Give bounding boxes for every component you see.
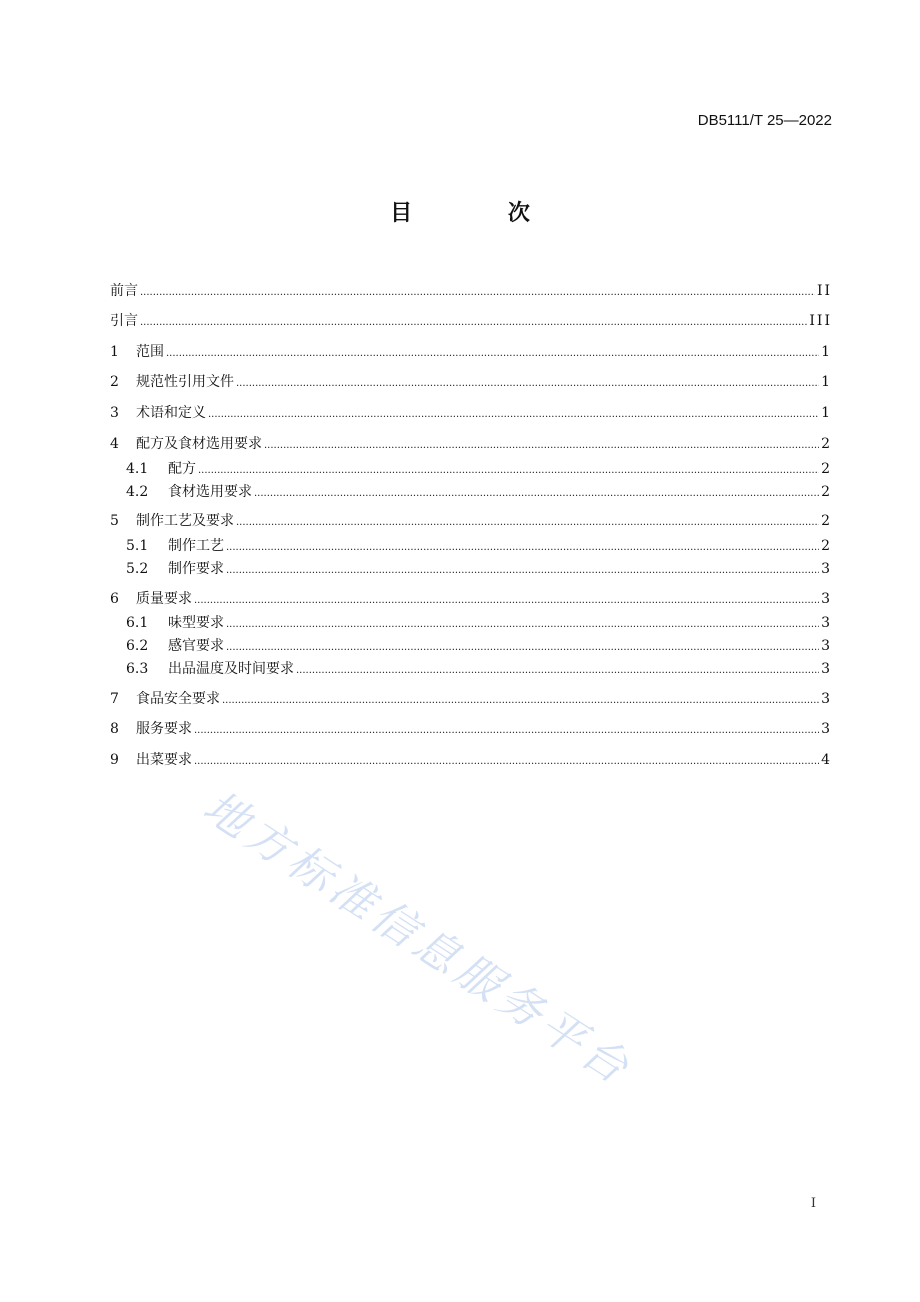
toc-entry-label: 配方 — [168, 461, 196, 477]
toc-entry[interactable] — [110, 689, 832, 709]
document-code: DB5111/T 25—2022 — [697, 112, 832, 129]
toc-entry-label: 质量要求 — [136, 591, 192, 607]
toc-entry-number: 4 — [110, 436, 119, 452]
toc-entry[interactable] — [110, 719, 832, 739]
toc-entry-page: 2 — [821, 436, 832, 452]
toc-entry[interactable] — [110, 589, 832, 609]
watermark: 地方标准信息服务平台 — [194, 781, 642, 1097]
toc-entry-page: 1 — [821, 405, 832, 421]
toc-entry-label: 出品温度及时间要求 — [168, 661, 294, 677]
toc-entry-page: II — [816, 283, 832, 299]
toc-entry[interactable] — [110, 511, 832, 531]
toc-dot-leader — [296, 661, 819, 681]
toc-entry[interactable] — [126, 659, 832, 679]
toc-entry-page: 3 — [821, 691, 832, 707]
page-title: 目 次 — [390, 201, 574, 226]
toc-entry[interactable] — [110, 372, 832, 392]
toc-entry-page: 3 — [821, 591, 832, 607]
toc-entry-number: 4.1 — [126, 461, 149, 477]
toc-entry-label: 制作工艺及要求 — [136, 513, 234, 529]
toc-entry[interactable] — [110, 403, 832, 423]
toc-entry-page: 2 — [821, 538, 832, 554]
toc-entry-page: 3 — [821, 721, 832, 737]
toc-entry[interactable] — [126, 613, 832, 633]
toc-entry-number: 2 — [110, 374, 119, 390]
toc-entry[interactable] — [126, 559, 832, 579]
toc-entry-page: 2 — [821, 484, 832, 500]
toc-dot-leader — [226, 561, 819, 581]
toc-entry-number: 9 — [110, 752, 119, 768]
toc-entry-label: 服务要求 — [136, 721, 192, 737]
toc-entry-label: 制作要求 — [168, 561, 224, 577]
toc-entry-number: 6.1 — [126, 615, 149, 631]
toc-entry-number: 5 — [110, 513, 119, 529]
toc-dot-leader — [222, 691, 819, 711]
toc-entry[interactable] — [110, 342, 832, 362]
toc-entry[interactable] — [110, 434, 832, 454]
toc-dot-leader — [236, 374, 819, 394]
toc-entry-number: 1 — [110, 344, 119, 360]
toc-entry-number: 6 — [110, 591, 119, 607]
toc-entry[interactable] — [110, 281, 832, 301]
toc-entry-label: 前言 — [110, 283, 138, 299]
toc-dot-leader — [208, 405, 819, 425]
toc-dot-leader — [226, 615, 819, 635]
toc-entry-number: 4.2 — [126, 484, 149, 500]
toc-entry-label: 术语和定义 — [136, 405, 206, 421]
toc-entry[interactable] — [110, 750, 832, 770]
toc-entry-label: 味型要求 — [168, 615, 224, 631]
toc-entry-number: 8 — [110, 721, 119, 737]
toc-entry-label: 规范性引用文件 — [136, 374, 234, 390]
toc-entry-label: 食材选用要求 — [168, 484, 252, 500]
toc-entry[interactable] — [126, 459, 832, 479]
toc-entry[interactable] — [110, 311, 832, 331]
toc-entry-number: 3 — [110, 405, 119, 421]
toc-dot-leader — [226, 638, 819, 658]
toc-entry-page: III — [809, 313, 832, 329]
toc-entry-page: 2 — [821, 513, 832, 529]
toc-dot-leader — [194, 591, 819, 611]
toc-entry-page: 2 — [821, 461, 832, 477]
page-number: I — [810, 1196, 816, 1211]
toc-entry[interactable] — [126, 636, 832, 656]
toc-entry-page: 3 — [821, 615, 832, 631]
toc-entry-number: 5.2 — [126, 561, 149, 577]
toc-dot-leader — [194, 752, 819, 772]
toc-entry-number: 5.1 — [126, 538, 149, 554]
toc-dot-leader — [236, 513, 819, 533]
toc-dot-leader — [254, 484, 819, 504]
toc-entry-page: 3 — [821, 661, 832, 677]
toc-entry-number: 6.3 — [126, 661, 149, 677]
toc-entry-page: 4 — [821, 752, 832, 768]
toc-entry-label: 出菜要求 — [136, 752, 192, 768]
toc-entry[interactable] — [126, 536, 832, 556]
toc-dot-leader — [198, 461, 819, 481]
toc-entry-label: 感官要求 — [168, 638, 224, 654]
toc-entry-page: 3 — [821, 638, 832, 654]
toc-dot-leader — [166, 344, 819, 364]
toc-dot-leader — [140, 283, 815, 303]
toc-entry-page: 1 — [821, 344, 832, 360]
toc-entry-page: 3 — [821, 561, 832, 577]
toc-entry-page: 1 — [821, 374, 832, 390]
toc-entry-label: 食品安全要求 — [136, 691, 220, 707]
toc-entry-label: 配方及食材选用要求 — [136, 436, 262, 452]
toc-dot-leader — [140, 313, 807, 333]
toc-dot-leader — [264, 436, 819, 456]
toc-entry-label: 引言 — [110, 313, 138, 329]
toc-entry[interactable] — [126, 482, 832, 502]
toc-entry-number: 7 — [110, 691, 119, 707]
toc-entry-label: 制作工艺 — [168, 538, 224, 554]
toc-dot-leader — [194, 721, 819, 741]
toc-entry-label: 范围 — [136, 344, 164, 360]
toc-entry-number: 6.2 — [126, 638, 149, 654]
toc-dot-leader — [226, 538, 819, 558]
